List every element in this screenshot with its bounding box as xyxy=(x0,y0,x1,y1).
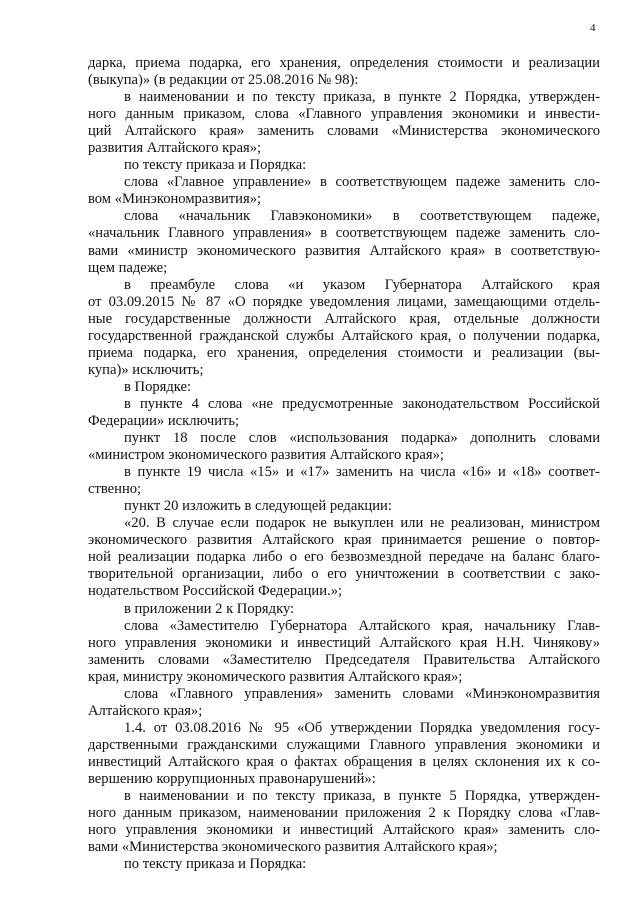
text-line: края, министру экономического развития Алтайского края»; xyxy=(88,668,463,685)
text-line: заменить словами «Заместителю Председателя Правительства Алтайского xyxy=(88,651,600,668)
text-line: развития Алтайского края»; xyxy=(88,140,262,157)
page-number: 4 xyxy=(590,22,596,34)
text-line: ного данным приказом, слова «Главного управления экономики и инвести- xyxy=(88,106,600,123)
text-line: вершению коррупционных правонарушений»: xyxy=(88,770,376,787)
text-line: ной реализации подарка либо о его безвозмездной передаче на баланс благо- xyxy=(88,549,600,566)
text-line: дарка, приема подарка, его хранения, определения стоимости и реализации xyxy=(88,55,600,71)
text-line: в пункте 19 числа «15» и «17» заменить на числа «16» и «18» соответ- xyxy=(124,464,600,481)
text-line: в пункте 4 слова «не предусмотренные законодательством Российской xyxy=(124,395,600,412)
text-line: ственно; xyxy=(88,481,142,498)
text-line: вами «министр экономического развития Алтайского края» в соответствую- xyxy=(88,242,600,259)
text-line: ного управления экономики и инвестиций Алтайского края Н.Н. Чинякову» xyxy=(88,634,600,651)
text-line: «министром экономического развития Алтайского края»; xyxy=(88,447,444,464)
text-line: в преамбуле слова «и указом Губернатора Алтайского края xyxy=(124,276,600,293)
text-line: «начальник Главного управления» в соответствующем падеже заменить сло- xyxy=(88,225,600,242)
text-line: ные государственные должности Алтайского края, отдельные должности xyxy=(88,310,600,327)
text-line: государственной гражданской службы Алтайского края, о получении подарка, xyxy=(88,327,600,344)
text-line: слова «Главного управления» заменить словами «Минэкономразвития xyxy=(124,685,600,702)
text-line: пункт 18 после слов «использования подарка» дополнить словами xyxy=(124,430,600,447)
text-line: от 03.09.2015 № 87 «О порядке уведомления лицами, замещающими отдель- xyxy=(88,293,600,310)
text-line: купа)» исключить; xyxy=(88,361,204,378)
text-line: нодательством Российской Федерации.»; xyxy=(88,583,343,600)
text-line: по тексту приказа и Порядка: xyxy=(124,157,307,174)
text-line: щем падеже; xyxy=(88,259,168,276)
text-line: вами «Министерства экономического развития Алтайского края»; xyxy=(88,839,498,856)
text-line: в наименовании и по тексту приказа, в пункте 2 Порядка, утвержден- xyxy=(124,89,600,106)
text-line: слова «Главное управление» в соответствующем падеже заменить сло- xyxy=(124,174,600,191)
text-line: «20. В случае если подарок не выкуплен или не реализован, министром xyxy=(124,515,600,532)
text-line: творительной организации, либо о его уничтожении в соответствии с зако- xyxy=(88,566,600,583)
text-line: Алтайского края»; xyxy=(88,702,203,719)
text-line: слова «Заместителю Губернатора Алтайского края, начальнику Глав- xyxy=(124,617,600,634)
text-line: в приложении 2 к Порядку: xyxy=(124,600,295,617)
text-line: дарственными гражданскими служащими Главного управления экономики и xyxy=(88,736,600,753)
text-line: вом «Минэкономразвития»; xyxy=(88,191,262,208)
text-line: ного данным приказом, наименовании приложения 2 к Порядку слова «Глав- xyxy=(88,805,600,822)
text-line: пункт 20 изложить в следующей редакции: xyxy=(124,498,392,515)
text-line: (выкупа)» (в редакции от 25.08.2016 № 98): xyxy=(88,72,359,89)
text-line: экономического развития Алтайского края принимается решение о повтор- xyxy=(88,532,600,549)
text-line: ций Алтайского края» заменить словами «Министерства экономического xyxy=(88,123,600,140)
text-line: ного управления экономики и инвестиций Алтайского края» заменить сло- xyxy=(88,822,600,839)
text-line: в Порядке: xyxy=(124,378,192,395)
text-line: Федерации» исключить; xyxy=(88,412,240,429)
text-line: слова «начальник Главэкономики» в соответствующем падеже, xyxy=(124,208,600,225)
text-line: в наименовании и по тексту приказа, в пункте 5 Порядка, утвержден- xyxy=(124,788,600,805)
text-line: приема подарка, его хранения, определения стоимости и реализации (вы- xyxy=(88,344,600,361)
text-line: инвестиций Алтайского края о фактах обращения в целях склонения их к со- xyxy=(88,753,600,770)
document-body xyxy=(88,55,600,873)
text-line: по тексту приказа и Порядка: xyxy=(124,856,307,873)
text-line: 1.4. от 03.08.2016 № 95 «Об утверждении Порядка уведомления госу- xyxy=(124,719,600,736)
